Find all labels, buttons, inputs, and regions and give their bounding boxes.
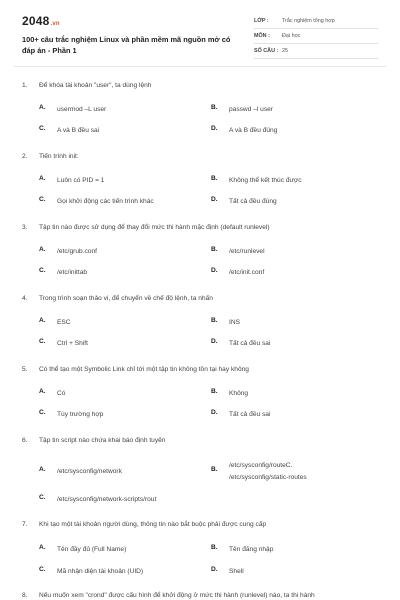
option-text: INS — [229, 319, 240, 326]
meta-value: Trắc nghiệm tổng hợp — [282, 18, 335, 24]
option-text: Gọi khởi động các tiến trình khác — [57, 198, 154, 205]
header-divider — [14, 66, 386, 67]
option-text: Có — [57, 390, 66, 397]
meta-row-count — [254, 44, 378, 59]
option-letter: A. — [39, 104, 46, 111]
option-letter: C. — [39, 338, 46, 345]
option-text: Tên đầy đủ (Full Name) — [57, 546, 127, 553]
option-letter: B. — [211, 317, 218, 324]
option-letter: B. — [211, 246, 218, 253]
option-text: /etc/grub.conf — [57, 248, 97, 255]
option-letter: C. — [39, 494, 46, 501]
question-number: 6. — [22, 437, 28, 444]
meta-row-class — [254, 14, 378, 29]
question-number: 5. — [22, 366, 28, 373]
question-text: Khi tạo một tài khoản người dùng, thông tin nào bắt buộc phải được cung cấp — [39, 521, 267, 528]
meta-key: SỐ CÂU : — [254, 48, 279, 54]
option-text: Tất cả đều sai — [229, 411, 271, 418]
option-letter: B. — [211, 175, 218, 182]
question-number: 3. — [22, 224, 28, 231]
question-text: Để khóa tài khoản "user", ta dùng lệnh — [39, 82, 152, 89]
site-logo[interactable] — [22, 14, 60, 28]
option-letter: A. — [39, 175, 46, 182]
option-text: /etc/sysconfig/routeC. — [229, 462, 293, 469]
option-letter: B. — [211, 544, 218, 551]
option-text: A và B đều đúng — [229, 127, 278, 134]
option-text: usermod –L user — [57, 106, 107, 113]
option-text: Tất cả đều sai — [229, 340, 271, 347]
option-letter: A. — [39, 544, 46, 551]
option-letter: D. — [211, 566, 218, 573]
option-text: passwd –l user — [229, 106, 273, 113]
option-text: Mã nhận diện tài khoản (UID) — [57, 568, 144, 575]
option-text: ESC — [57, 319, 71, 326]
option-text: /etc/sysconfig/network-scripts/rout — [57, 496, 157, 503]
question-text: Tập tin script nào chứa khai báo định tuyến — [39, 437, 166, 444]
option-letter: C. — [39, 409, 46, 416]
option-text: Shell — [229, 568, 244, 575]
option-letter: B. — [211, 388, 218, 395]
question-text: Tiến trình init: — [39, 153, 79, 160]
question-number: 2. — [22, 153, 28, 160]
question-text: Nếu muốn xem "crond" được cấu hình để khởi động ở mức thi hành (runlevel) nào, ta thi hành — [39, 592, 315, 599]
meta-key: MÔN : — [254, 33, 270, 39]
meta-value: Đại học — [282, 33, 301, 39]
option-letter: D. — [211, 338, 218, 345]
option-letter: C. — [39, 125, 46, 132]
option-text: /etc/init.conf — [229, 269, 265, 276]
option-letter: D. — [211, 267, 218, 274]
question-text: Có thể tạo một Symbolic Link chỉ tới một tập tin không tồn tại hay không — [39, 366, 249, 373]
option-letter: B. — [211, 104, 218, 111]
option-letter: A. — [39, 317, 46, 324]
option-text-continued: /etc/sysconfig/static-routes — [229, 474, 307, 481]
option-text: A và B đều sai — [57, 127, 100, 134]
option-letter: C. — [39, 267, 46, 274]
question-text: Tập tin nào được sử dụng để thay đổi mức thi hành mặc định (default runlevel) — [39, 224, 270, 231]
option-letter: C. — [39, 196, 46, 203]
meta-table — [254, 14, 378, 59]
option-text: Không — [229, 390, 249, 397]
option-letter: D. — [211, 196, 218, 203]
option-letter: D. — [211, 409, 218, 416]
option-letter: B. — [211, 466, 218, 473]
option-text: Ctrl + Shift — [57, 340, 88, 347]
option-text: Tùy trường hợp — [57, 411, 104, 418]
logo-suffix: .vn — [50, 21, 60, 27]
document-title: 100+ câu trắc nghiệm Linux và phần mềm mã nguồn mở có đáp án - Phần 1 — [22, 35, 231, 55]
meta-row-subject — [254, 29, 378, 44]
option-letter: D. — [211, 125, 218, 132]
option-letter: A. — [39, 388, 46, 395]
option-text: Không thể kết thúc được — [229, 177, 302, 184]
question-number: 7. — [22, 521, 28, 528]
option-text: /etc/inittab — [57, 269, 88, 276]
option-text: Tên đăng nhập — [229, 546, 274, 553]
option-text: /etc/runlevel — [229, 248, 265, 255]
question-number: 8. — [22, 592, 28, 599]
question-number: 1. — [22, 82, 28, 89]
question-number: 4. — [22, 295, 28, 302]
option-text: /etc/sysconfig/network — [57, 468, 122, 475]
option-text: Luôn có PID = 1 — [57, 177, 105, 184]
meta-key: LỚP : — [254, 18, 269, 24]
option-text: Tất cả đều đúng — [229, 198, 277, 205]
option-letter: A. — [39, 466, 46, 473]
logo-text: 2048 — [22, 14, 50, 28]
option-letter: C. — [39, 566, 46, 573]
question-text: Trong trình soạn thảo vi, để chuyển về chế độ lệnh, ta nhấn — [39, 295, 213, 302]
option-letter: A. — [39, 246, 46, 253]
meta-value: 25 — [282, 48, 288, 54]
